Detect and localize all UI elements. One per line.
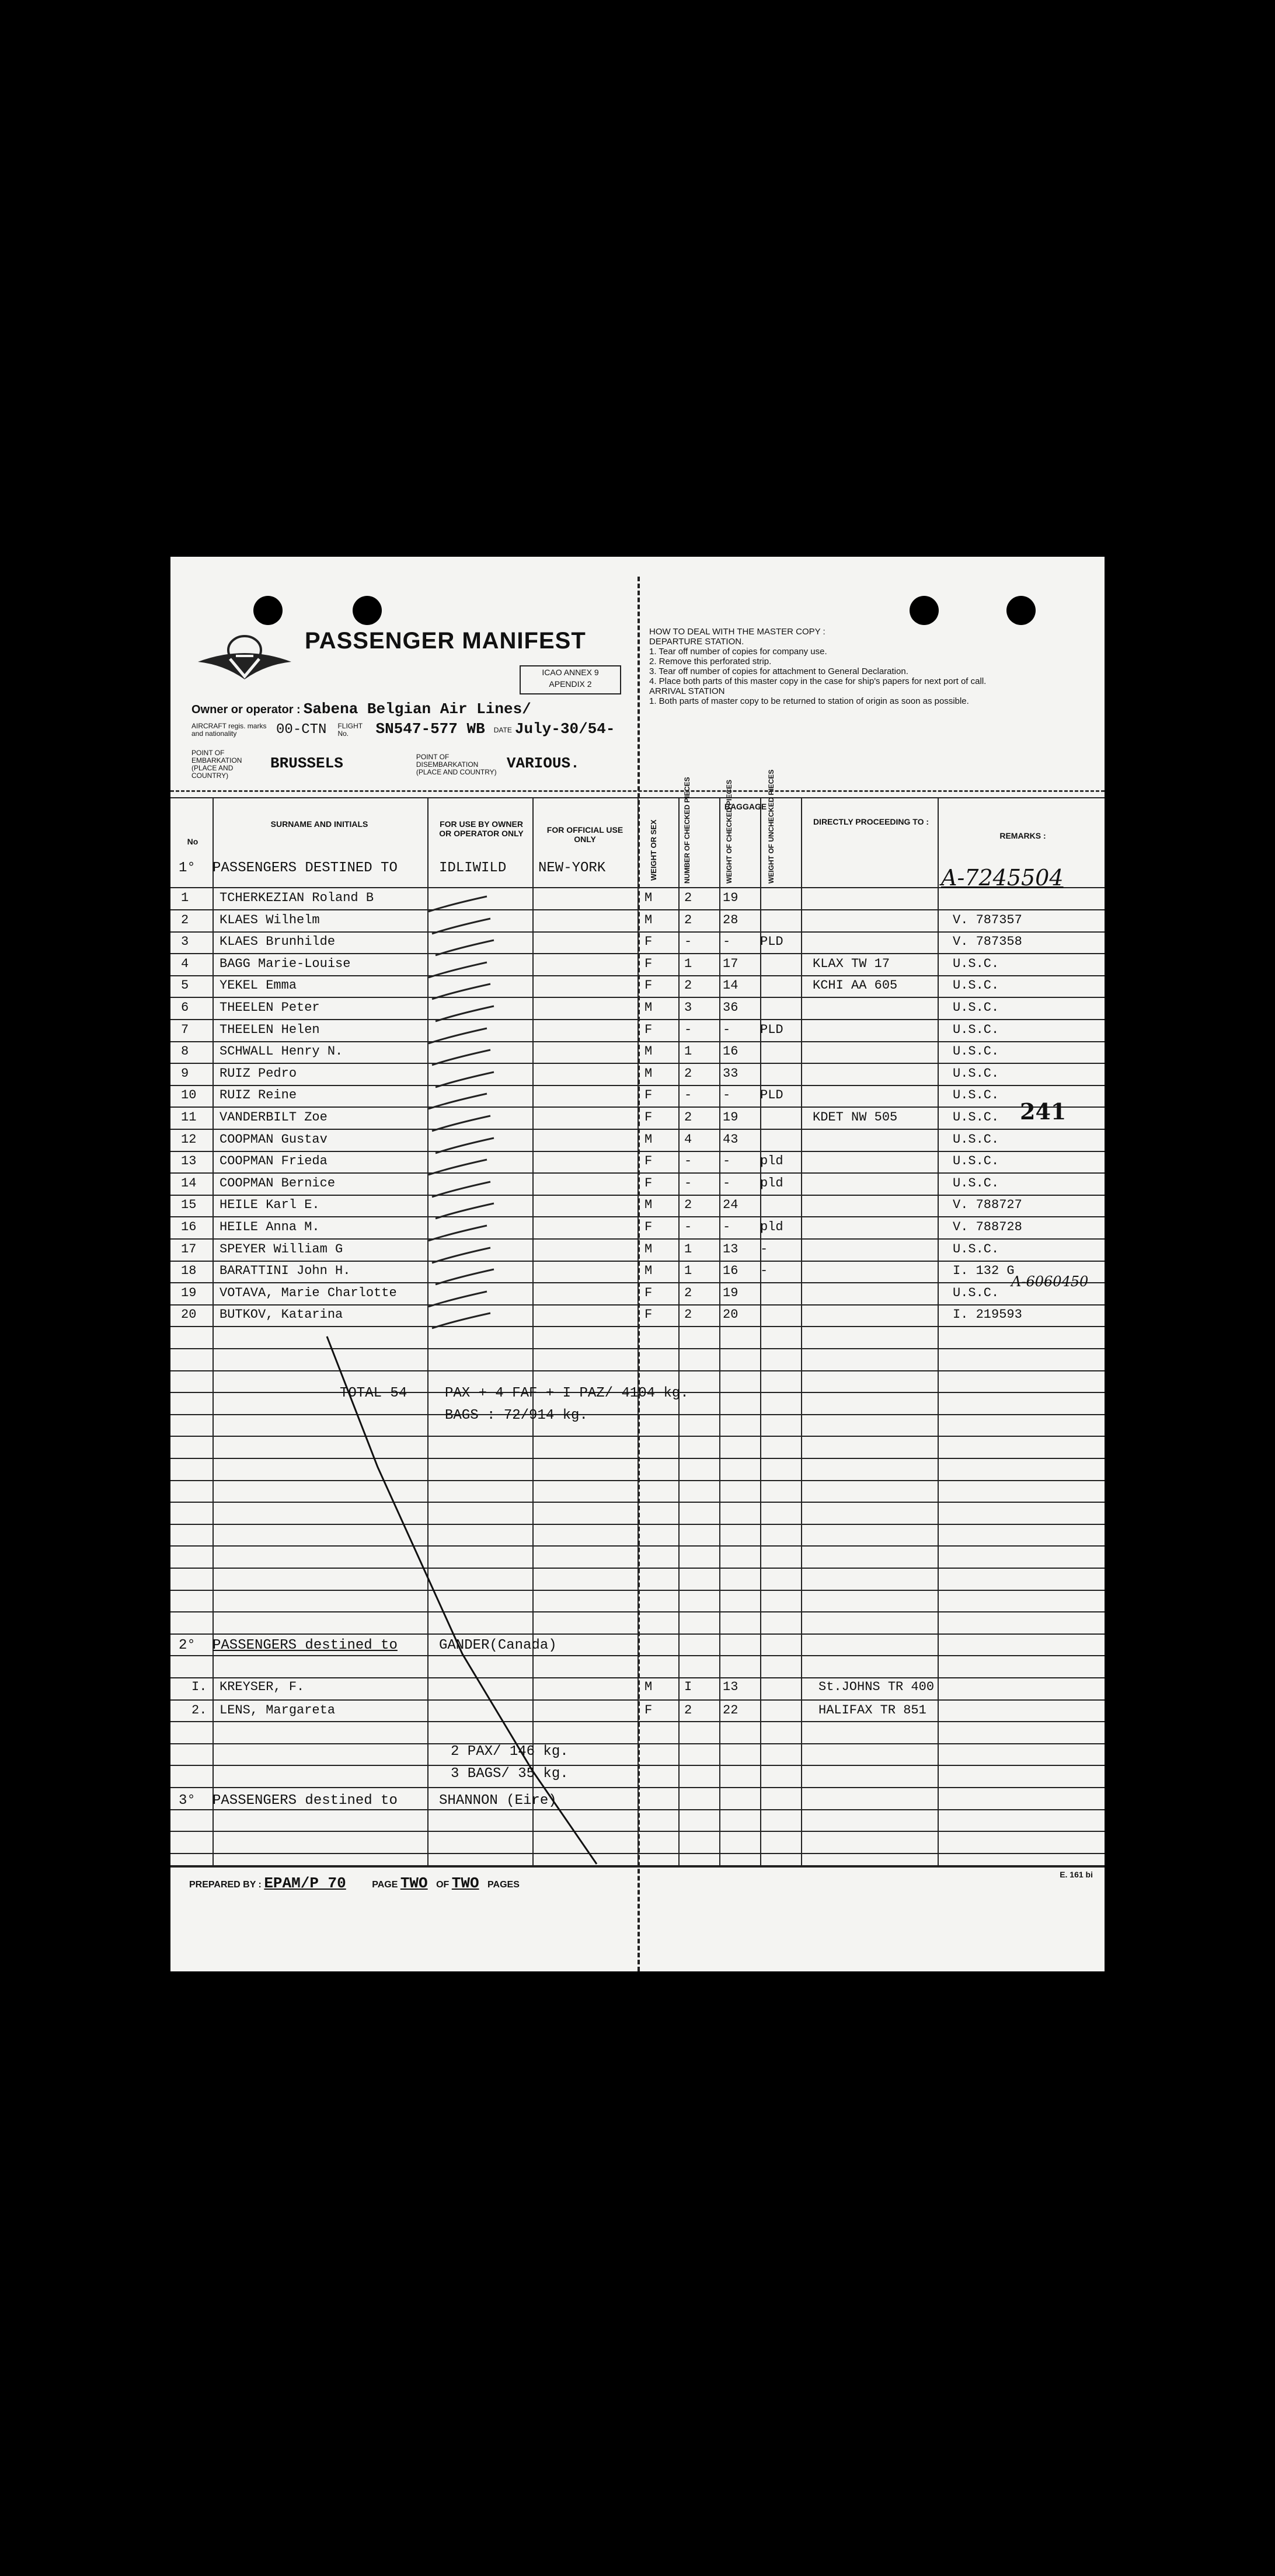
count-annotation: 241: [1020, 1098, 1067, 1125]
row-no: 7: [181, 1022, 189, 1037]
row-rem: U.S.C.: [953, 1154, 999, 1169]
punch-hole: [1006, 596, 1036, 625]
check-mark-icon: [426, 1223, 490, 1243]
column-rule: [638, 797, 639, 1865]
row-sex: M: [645, 891, 653, 905]
row-dir: KLAX TW 17: [813, 956, 890, 971]
row-wt: 17: [723, 956, 738, 971]
row-pcs: 2: [684, 978, 692, 993]
date-value: July-30/54-: [514, 720, 615, 738]
row-pcs: 2: [684, 891, 692, 905]
row-sex: M: [645, 1044, 653, 1059]
punch-hole: [253, 596, 283, 625]
row-sex: F: [645, 1110, 653, 1125]
row-wt: -: [723, 1175, 731, 1191]
row-wt: 36: [723, 1000, 738, 1015]
row-name: SCHWALL Henry N.: [220, 1044, 343, 1059]
row-no: 12: [181, 1132, 197, 1147]
check-mark-icon: [426, 1289, 490, 1309]
row-sex: F: [645, 1088, 653, 1103]
row-pcs: -: [684, 1220, 692, 1234]
row-sex: M: [645, 1263, 653, 1279]
row-sex: F: [645, 1220, 653, 1234]
row-wt: 13: [723, 1241, 738, 1256]
col-directly: DIRECTLY PROCEEDING TO :: [813, 817, 929, 826]
row-no: 13: [181, 1154, 197, 1169]
check-mark-icon: [433, 1004, 497, 1024]
row-pcs: 1: [684, 1044, 692, 1059]
row-sex: F: [645, 978, 653, 993]
row-no: 18: [181, 1263, 197, 1279]
row-wt: -: [723, 1022, 731, 1037]
row-sex: M: [645, 1066, 653, 1081]
row-rem: U.S.C.: [953, 1066, 999, 1081]
row-pcs: -: [684, 1088, 692, 1103]
row-rem: U.S.C.: [953, 1132, 999, 1147]
row-name: HEILE Karl E.: [220, 1198, 320, 1213]
row-rem: U.S.C.: [953, 978, 999, 993]
col-official-use: FOR OFFICIAL USE ONLY: [546, 825, 623, 844]
punch-hole: [910, 596, 939, 625]
check-mark-icon: [430, 916, 494, 936]
row-dir: KDET NW 505: [813, 1110, 898, 1125]
row-no: 17: [181, 1241, 197, 1256]
row-sex: M: [645, 1000, 653, 1015]
row-name: VANDERBILT Zoe: [220, 1110, 328, 1125]
gander-row-sex: F: [645, 1703, 653, 1718]
row-no: 2: [181, 912, 189, 927]
page-title: PASSENGER MANIFEST: [305, 628, 586, 654]
row-pcs: 1: [684, 1263, 692, 1279]
aircraft-line: [191, 720, 623, 738]
owner-label: Owner or operator :: [191, 703, 301, 716]
row-wt: 16: [723, 1044, 738, 1059]
row-dir: KCHI AA 605: [813, 978, 898, 993]
row-no: 6: [181, 1000, 189, 1015]
section3-no: 3°: [179, 1793, 196, 1809]
gander-row-name: LENS, Margareta: [220, 1703, 336, 1718]
row-rem: U.S.C.: [953, 1000, 999, 1015]
row-wt: 19: [723, 1110, 738, 1125]
row-unchk: pld: [760, 1175, 783, 1191]
col-remarks: REMARKS :: [999, 831, 1046, 840]
row-no: 15: [181, 1198, 197, 1213]
row-wt: 28: [723, 912, 738, 927]
row18-annotation: A-6060450: [1011, 1273, 1089, 1290]
row-name: YEKEL Emma: [220, 978, 297, 993]
column-rule: [938, 797, 939, 1865]
page-value: TWO: [400, 1875, 428, 1892]
section3-dest: SHANNON (Eire): [439, 1793, 557, 1809]
punch-hole: [353, 596, 382, 625]
row-rem: I. 219593: [953, 1307, 1022, 1322]
aircraft-label: AIRCRAFT regis. marks and nationality: [191, 722, 267, 738]
check-mark-icon: [433, 938, 497, 958]
col-owner-use: FOR USE BY OWNER OR OPERATOR ONLY: [439, 819, 524, 838]
instruction-line: 1. Both parts of master copy to be returned to station of origin as soon as possible.: [649, 696, 969, 706]
gander-row-wt: 13: [723, 1680, 738, 1694]
instructions: [649, 627, 1093, 706]
row-unchk: -: [760, 1263, 768, 1279]
icao-box: [520, 665, 621, 694]
check-mark-icon: [433, 1136, 497, 1156]
row-name: KLAES Wilhelm: [220, 912, 320, 927]
column-rule: [760, 797, 761, 1865]
instruction-line: DEPARTURE STATION.: [649, 637, 744, 647]
of-label: OF: [436, 1880, 450, 1890]
row-unchk: pld: [760, 1154, 783, 1169]
row-rem: U.S.C.: [953, 1110, 999, 1125]
gander-row-pcs: I: [684, 1680, 692, 1694]
column-rule: [678, 797, 680, 1865]
row-rem: I. 132 G: [953, 1263, 1015, 1279]
row-no: 10: [181, 1088, 197, 1103]
row-pcs: -: [684, 1022, 692, 1037]
check-mark-icon: [430, 1245, 494, 1265]
instruction-line: 4. Place both parts of this master copy in the case for ship's papers for next port of call.: [649, 676, 987, 686]
row-sex: F: [645, 1175, 653, 1191]
row-unchk: pld: [760, 1220, 783, 1234]
embark-value: BRUSSELS: [270, 754, 343, 772]
of-value: TWO: [451, 1875, 479, 1892]
row-no: 14: [181, 1175, 197, 1191]
row-rem: V. 787357: [953, 912, 1022, 927]
row-name: THEELEN Peter: [220, 1000, 320, 1015]
row-rem: U.S.C.: [953, 1044, 999, 1059]
row-pcs: 2: [684, 912, 692, 927]
form-code: E. 161 bi: [1060, 1870, 1093, 1879]
row-name: SPEYER William G: [220, 1241, 343, 1256]
column-rule: [801, 797, 802, 1865]
section3-label: PASSENGERS destined to: [212, 1793, 398, 1809]
row-name: BUTKOV, Katarina: [220, 1307, 343, 1322]
row-rem: U.S.C.: [953, 1088, 999, 1103]
gander-row-dir: St.JOHNS TR 400: [818, 1680, 935, 1694]
row-pcs: 1: [684, 1241, 692, 1256]
row-pcs: -: [684, 1154, 692, 1169]
row-rem: V. 788727: [953, 1198, 1022, 1213]
gander-row-sex: M: [645, 1680, 653, 1694]
row-rem: U.S.C.: [953, 1022, 999, 1037]
check-mark-icon: [430, 1179, 494, 1199]
row-unchk: PLD: [760, 934, 783, 950]
column-rule: [427, 797, 429, 1865]
row-pcs: 3: [684, 1000, 692, 1015]
row-no: 4: [181, 956, 189, 971]
check-mark-icon: [433, 1070, 497, 1090]
col-no: No: [187, 837, 198, 846]
total-pax: PAX + 4 FAF + I PAZ/ 4104 kg.: [445, 1385, 689, 1401]
row-no: 9: [181, 1066, 189, 1081]
row-rem: V. 788728: [953, 1220, 1022, 1234]
row-pcs: 2: [684, 1307, 692, 1322]
row-rem: U.S.C.: [953, 956, 999, 971]
column-rule: [212, 797, 214, 1865]
row-pcs: -: [684, 934, 692, 950]
row-no: 8: [181, 1044, 189, 1059]
flight-label: FLIGHT No.: [337, 722, 363, 738]
row-name: VOTAVA, Marie Charlotte: [220, 1285, 397, 1300]
disembark-label: POINT OF DISEMBARKATION (PLACE AND COUNTRY): [416, 752, 497, 776]
row-wt: 19: [723, 1285, 738, 1300]
section1-remark: A-7245504: [941, 865, 1064, 891]
row-sex: M: [645, 1132, 653, 1147]
row-wt: 16: [723, 1263, 738, 1279]
row-name: COOPMAN Frieda: [220, 1154, 328, 1169]
row-sex: F: [645, 1285, 653, 1300]
total-label: TOTAL 54: [340, 1385, 407, 1401]
flight-value: SN547-577 WB: [375, 720, 485, 738]
check-mark-icon: [430, 1114, 494, 1133]
footer: [189, 1875, 520, 1892]
row-wt: 19: [723, 891, 738, 905]
row-wt: 33: [723, 1066, 738, 1081]
instruction-line: 2. Remove this perforated strip.: [649, 657, 772, 666]
row-sex: F: [645, 934, 653, 950]
icao-line: ICAO ANNEX 9: [542, 668, 599, 677]
row-wt: 20: [723, 1307, 738, 1322]
row-name: THEELEN Helen: [220, 1022, 320, 1037]
date-label: DATE: [493, 725, 512, 734]
gander-row-dir: HALIFAX TR 851: [818, 1703, 926, 1718]
row-name: BAGG Marie-Louise: [220, 956, 351, 971]
instruction-line: 3. Tear off number of copies for attachment to General Declaration.: [649, 666, 908, 676]
section1-to: NEW-YORK: [538, 860, 606, 876]
section1-from: IDLIWILD: [439, 860, 507, 876]
row-pcs: 2: [684, 1110, 692, 1125]
row-wt: -: [723, 1088, 731, 1103]
row-pcs: 2: [684, 1066, 692, 1081]
row-rem: U.S.C.: [953, 1285, 999, 1300]
check-mark-icon: [430, 1048, 494, 1067]
section1-no: 1°: [179, 860, 196, 876]
sabena-logo-icon: [195, 633, 294, 685]
check-mark-icon: [426, 894, 490, 914]
check-mark-icon: [426, 1091, 490, 1111]
instruction-line: HOW TO DEAL WITH THE MASTER COPY :: [649, 627, 825, 637]
row-sex: M: [645, 1241, 653, 1256]
pages-label: PAGES: [487, 1880, 520, 1890]
row-name: COOPMAN Gustav: [220, 1132, 328, 1147]
prepared-label: PREPARED BY :: [189, 1880, 262, 1890]
total-bags: BAGS : 72/914 kg.: [445, 1408, 588, 1423]
perforation-horizontal: [170, 790, 1105, 792]
row-wt: 14: [723, 978, 738, 993]
prepared-value: EPAM/P 70: [264, 1875, 346, 1892]
check-mark-icon: [426, 960, 490, 980]
row-no: 19: [181, 1285, 197, 1300]
row-no: 3: [181, 934, 189, 950]
col-weight-unchecked: WEIGHT OF UNCHECKED PIECES: [767, 769, 775, 884]
embark-line: [191, 749, 623, 780]
row-pcs: 1: [684, 956, 692, 971]
check-mark-icon: [430, 982, 494, 1001]
row-wt: -: [723, 1220, 731, 1234]
row-pcs: -: [684, 1175, 692, 1191]
row-sex: M: [645, 1198, 653, 1213]
row-unchk: PLD: [760, 1088, 783, 1103]
row-no: 11: [181, 1110, 197, 1125]
owner-value: Sabena Belgian Air Lines/: [303, 700, 531, 718]
table-bottom-rule: [170, 1865, 1105, 1868]
row-name: KLAES Brunhilde: [220, 934, 336, 950]
section2-no: 2°: [179, 1638, 196, 1653]
row-sex: F: [645, 1307, 653, 1322]
row-wt: -: [723, 1154, 731, 1169]
section2-pax: 2 PAX/ 146 kg.: [451, 1744, 569, 1760]
col-baggage: BAGGAGE: [724, 802, 767, 811]
icao-line: APENDIX 2: [549, 679, 592, 689]
column-rule: [532, 797, 534, 1865]
row-no: 16: [181, 1220, 197, 1234]
check-mark-icon: [433, 1267, 497, 1287]
row-no: 1: [181, 891, 189, 905]
row-wt: 24: [723, 1198, 738, 1213]
instruction-line: ARRIVAL STATION: [649, 686, 725, 696]
row-name: HEILE Anna M.: [220, 1220, 320, 1234]
row-sex: F: [645, 956, 653, 971]
owner-line: [191, 700, 531, 718]
row-rem: V. 787358: [953, 934, 1022, 950]
row-sex: F: [645, 1154, 653, 1169]
row-pcs: 2: [684, 1285, 692, 1300]
gander-row-pcs: 2: [684, 1703, 692, 1718]
row-wt: -: [723, 934, 731, 950]
gander-row-name: KREYSER, F.: [220, 1680, 305, 1694]
row-unchk: PLD: [760, 1022, 783, 1037]
manifest-page: [170, 557, 1105, 1971]
row-name: RUIZ Pedro: [220, 1066, 297, 1081]
row-unchk: -: [760, 1241, 768, 1256]
check-mark-icon: [426, 1026, 490, 1046]
row-name: COOPMAN Bernice: [220, 1175, 336, 1191]
row-no: 5: [181, 978, 189, 993]
instruction-line: 1. Tear off number of copies for company use.: [649, 647, 827, 657]
check-mark-icon: [430, 1311, 494, 1331]
disembark-value: VARIOUS.: [506, 754, 580, 772]
row-pcs: 4: [684, 1132, 692, 1147]
section2-bags: 3 BAGS/ 35 kg.: [451, 1766, 569, 1782]
col-weight-checked: WEIGHT OF CHECKED PIECES: [725, 779, 733, 884]
row-name: TCHERKEZIAN Roland B: [220, 891, 374, 905]
section2-label: PASSENGERS destined to: [212, 1638, 398, 1653]
gander-row-no: 2.: [191, 1703, 207, 1718]
col-surname: SURNAME AND INITIALS: [270, 819, 368, 829]
section1-label: PASSENGERS DESTINED TO: [212, 860, 398, 876]
page-label: PAGE: [372, 1880, 398, 1890]
gander-row-wt: 22: [723, 1703, 738, 1718]
col-num-checked: NUMBER OF CHECKED PIECES: [683, 777, 691, 884]
check-mark-icon: [433, 1201, 497, 1221]
row-pcs: 2: [684, 1198, 692, 1213]
row-no: 20: [181, 1307, 197, 1322]
check-mark-icon: [426, 1157, 490, 1177]
embark-label: POINT OF EMBARKATION (PLACE AND COUNTRY): [191, 749, 242, 780]
row-wt: 43: [723, 1132, 738, 1147]
aircraft-value: 00-CTN: [276, 722, 327, 738]
row-sex: F: [645, 1022, 653, 1037]
gander-row-no: I.: [191, 1680, 207, 1694]
row-rem: U.S.C.: [953, 1241, 999, 1256]
row-name: RUIZ Reine: [220, 1088, 297, 1103]
row-sex: M: [645, 912, 653, 927]
row-name: BARATTINI John H.: [220, 1263, 351, 1279]
col-weight-sex: WEIGHT OR SEX: [649, 819, 658, 881]
section2-dest: GANDER(Canada): [439, 1638, 557, 1653]
column-rule: [719, 797, 720, 1865]
row-rem: U.S.C.: [953, 1175, 999, 1191]
